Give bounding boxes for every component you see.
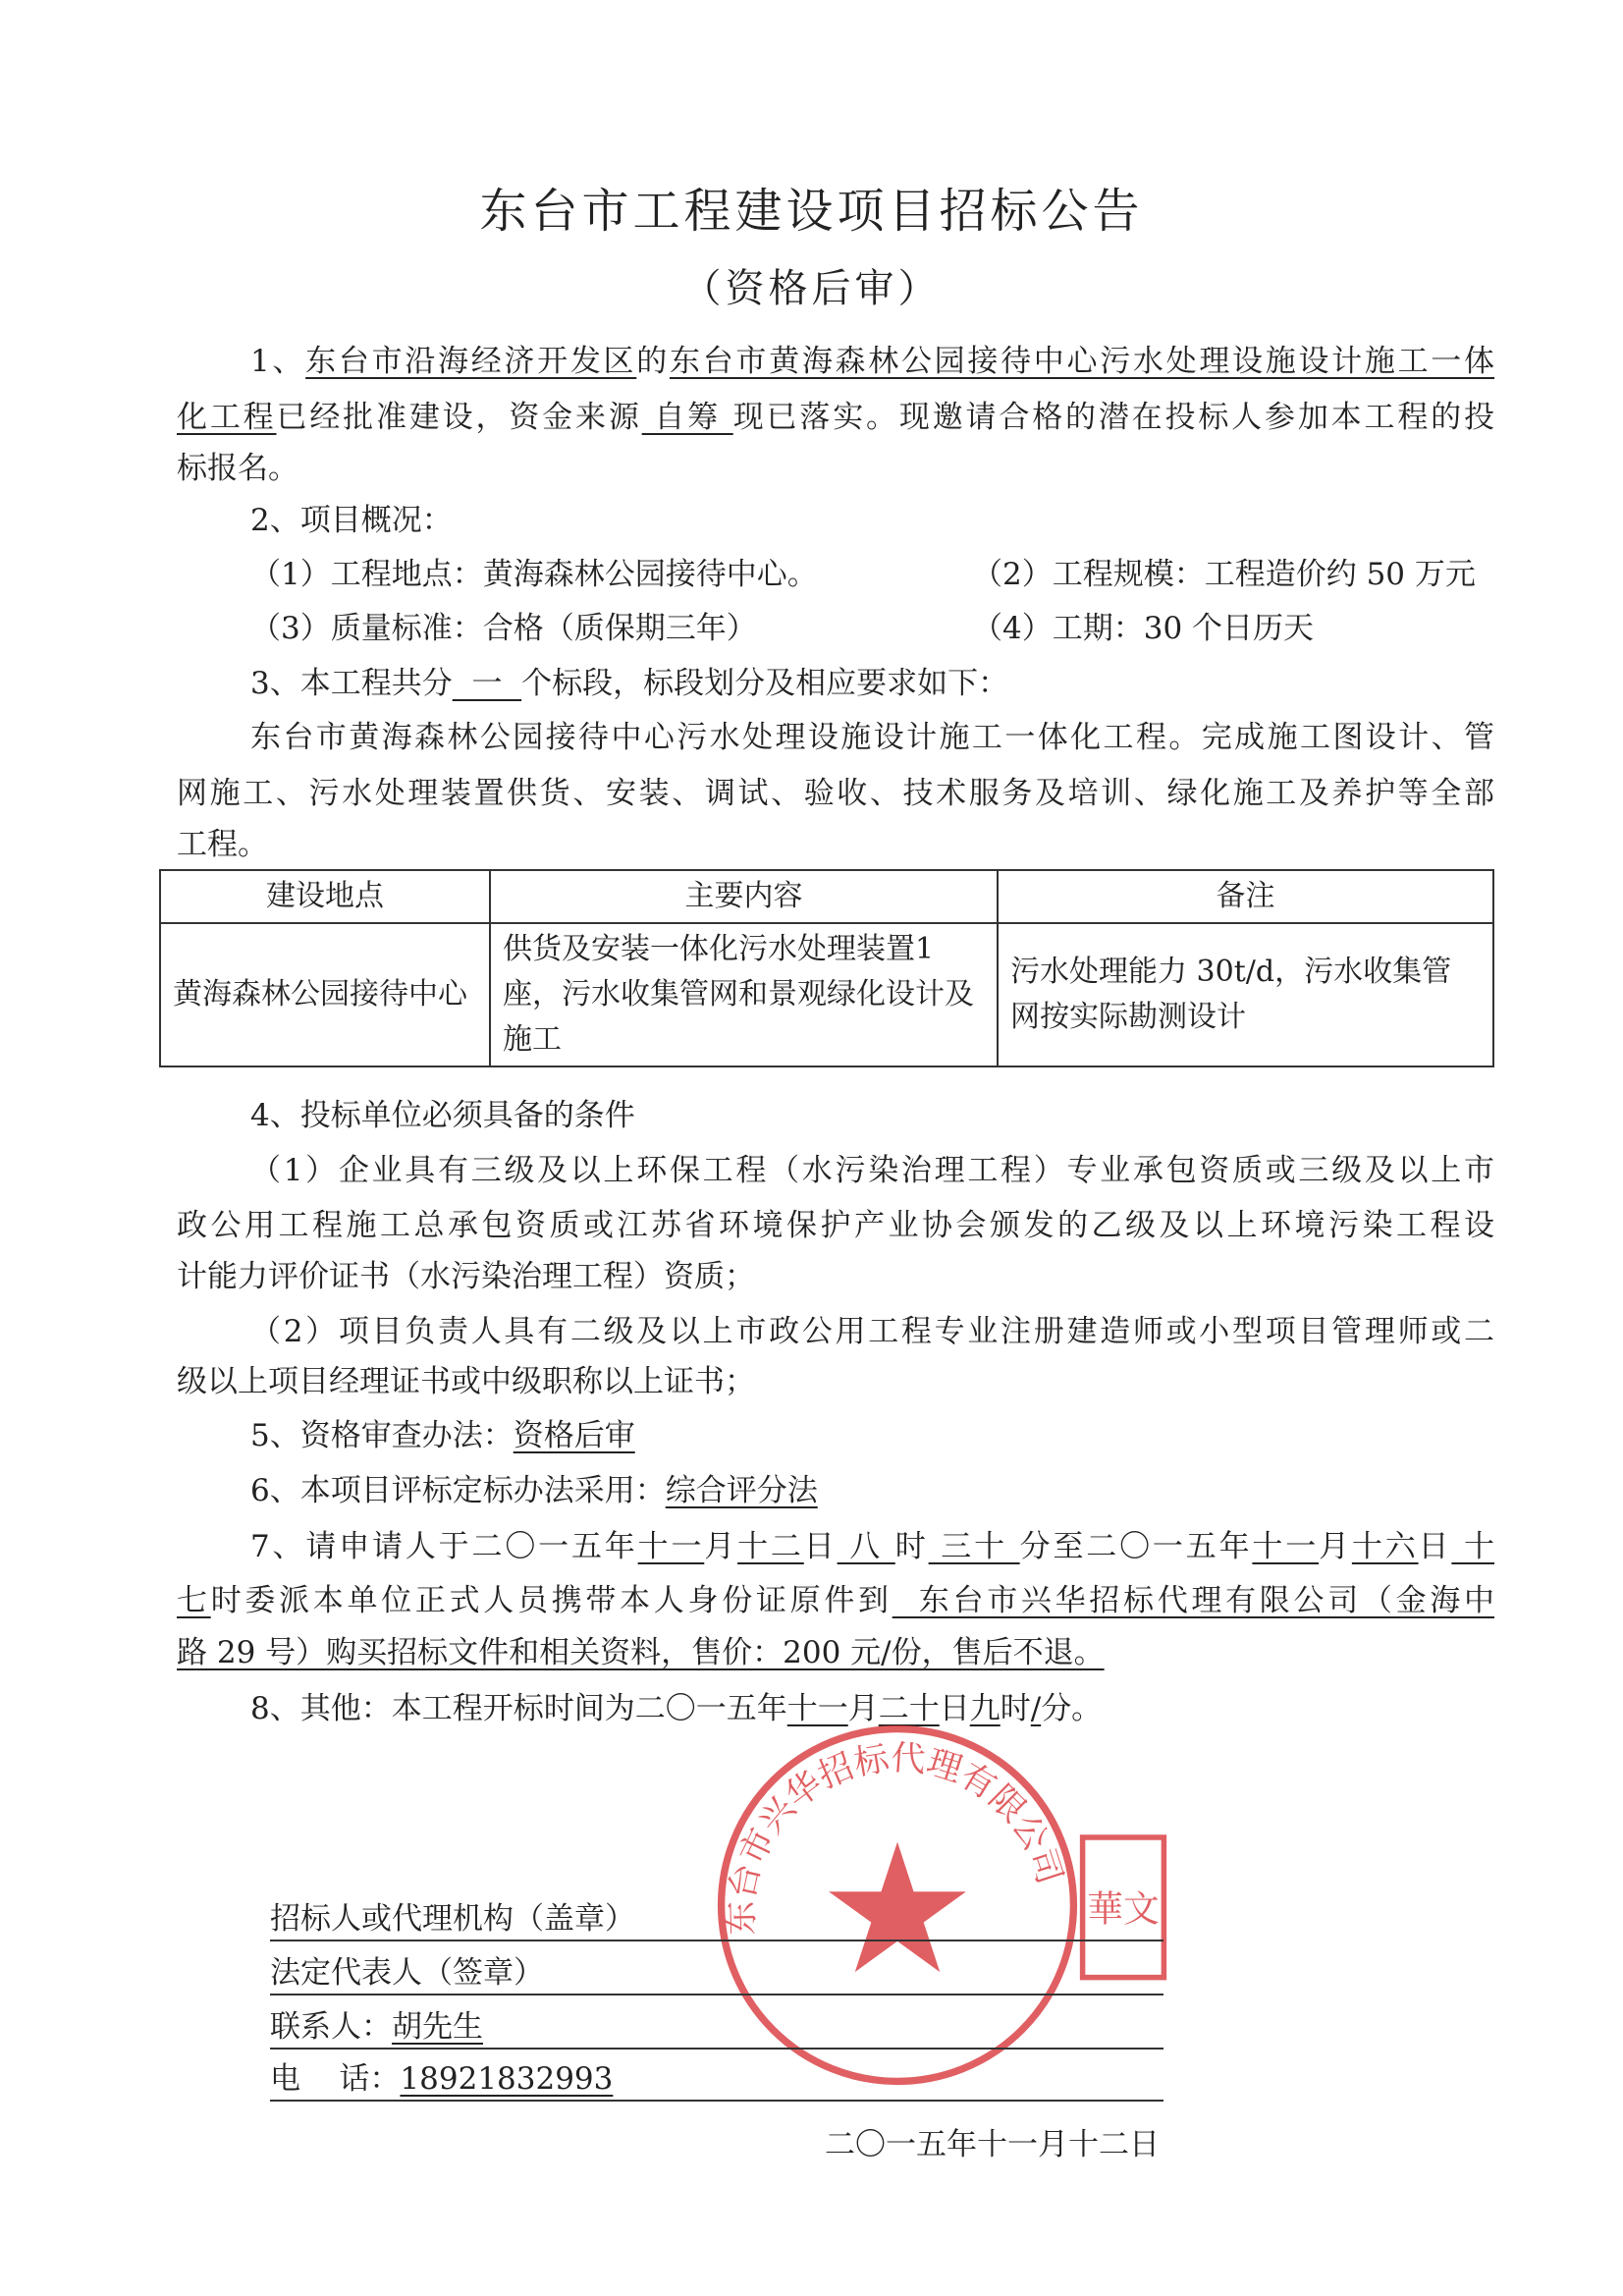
filled-blank: 自筹 <box>641 400 733 435</box>
condition2-line2: 级以上项目经理证书或中级职称以上证书； <box>177 1364 755 1399</box>
section3-desc-line2: 网施工、污水处理装置供货、安装、调试、验收、技术服务及培训、绿化施工及养护等全部 <box>177 776 1494 811</box>
text-segment: 的 <box>636 344 670 379</box>
section7-line2 <box>177 1577 1494 1624</box>
condition1-line3: 计能力评价证书（水污染治理工程）资质； <box>177 1259 755 1294</box>
project-duration: （4）工期：30 个日历天 <box>972 611 1315 646</box>
table-header: 主要内容 <box>490 870 998 923</box>
text-segment: 已经批准建设，资金来源 <box>276 400 642 435</box>
filled-blank: 综合评分法 <box>665 1473 818 1508</box>
filled-blank: 三十 <box>928 1529 1020 1564</box>
agency-label: 招标人或代理机构（盖章） <box>270 1901 635 1937</box>
filled-blank: 二十 <box>878 1691 940 1726</box>
section6 <box>250 1467 818 1514</box>
section3-desc-line1: 东台市黄海森林公园接待中心污水处理设施设计施工一体化工程。完成施工图设计、管 <box>250 720 1494 755</box>
filled-blank: 十六 <box>1351 1529 1419 1564</box>
contact-line <box>270 2048 1163 2050</box>
stamp-text: 东台市兴华招标代理有限公司 <box>722 1738 1069 1937</box>
section7-line1 <box>250 1523 1494 1570</box>
table-header-row <box>160 870 1493 923</box>
text-segment: 分至二〇一五年 <box>1019 1529 1253 1564</box>
text-segment: 5、资格审查办法： <box>250 1418 514 1453</box>
contact-name: 胡先生 <box>392 2009 483 2045</box>
text-segment: 时 <box>1000 1691 1031 1726</box>
section3-heading <box>250 660 1008 707</box>
text-segment: 6、本项目评标定标办法采用： <box>250 1473 666 1508</box>
filled-blank: 化工程 <box>177 400 277 435</box>
filled-blank: 一 <box>452 666 522 701</box>
table-cell-content: 供货及安装一体化污水处理装置1座，污水收集管网和景观绿化设计及施工 <box>490 923 998 1066</box>
table-row <box>160 923 1493 1066</box>
filled-blank: 十一 <box>786 1691 848 1726</box>
condition1-line1: （1）企业具有三级及以上环保工程（水污染治理工程）专业承包资质或三级及以上市 <box>250 1153 1494 1188</box>
text-segment: 3、本工程共分 <box>250 666 453 701</box>
contact-row <box>270 2003 483 2050</box>
text-segment: 时 <box>894 1529 929 1564</box>
text-segment: 日 <box>939 1691 970 1726</box>
filled-blank: 十 <box>1451 1529 1495 1564</box>
condition2-line1: （2）项目负责人具有二级及以上市政公用工程专业注册建造师或小型项目管理师或二 <box>250 1314 1494 1349</box>
text-segment: 日 <box>803 1529 838 1564</box>
section5 <box>250 1412 635 1459</box>
text-segment: 8、其他：本工程开标时间为二〇一五年 <box>250 1691 787 1726</box>
filled-blank: 七 <box>177 1583 211 1618</box>
text-segment: 月 <box>704 1529 738 1564</box>
table-cell-remarks: 污水处理能力 30t/d，污水收集管网按实际勘测设计 <box>998 923 1493 1066</box>
text-segment: 月 <box>847 1691 879 1726</box>
phone-number: 18921832993 <box>400 2061 614 2097</box>
table-header: 备注 <box>998 870 1493 923</box>
seal-text: 華文 <box>1087 1887 1160 1931</box>
project-location: （1）工程地点：黄海森林公园接待中心。 <box>250 557 818 592</box>
section1-line3 <box>177 445 298 492</box>
company-stamp <box>717 1714 1168 2097</box>
phone-row <box>270 2055 613 2103</box>
table-header: 建设地点 <box>160 870 490 923</box>
condition1-line2: 政公用工程施工总承包资质或江苏省环境保护产业协会颁发的乙级及以上环境污染工程设 <box>177 1208 1494 1243</box>
text-segment: 月 <box>1319 1529 1352 1564</box>
section7-line3 <box>177 1629 1105 1676</box>
filled-blank: / <box>1030 1691 1042 1726</box>
text-segment: 日 <box>1418 1529 1452 1564</box>
page-title: 东台市工程建设项目招标公告 <box>479 184 1144 239</box>
section2-heading: 2、项目概况： <box>250 503 453 538</box>
filled-blank: 十一 <box>1252 1529 1320 1564</box>
issue-date: 二〇一五年十一月十二日 <box>825 2127 1160 2162</box>
section1-line2 <box>177 394 1494 441</box>
representative-label: 法定代表人（签章） <box>270 1955 544 1991</box>
text-segment: 时委派本单位正式人员携带本人身份证原件到 <box>210 1583 893 1618</box>
project-scale: （2）工程规模：工程造价约 50 万元 <box>972 557 1476 592</box>
filled-blank: 十一 <box>637 1529 705 1564</box>
filled-blank: 资格后审 <box>513 1418 635 1453</box>
agency-signature-line <box>270 1940 1163 1941</box>
representative-signature-line <box>270 1994 1163 1995</box>
section4-heading: 4、投标单位必须具备的条件 <box>250 1098 635 1133</box>
text-segment: 个标段，标段划分及相应要求如下： <box>521 666 1009 701</box>
star-icon <box>829 1842 966 1972</box>
filled-blank: 十二 <box>737 1529 804 1564</box>
filled-blank: 八 <box>837 1529 895 1564</box>
filled-blank: 东台市沿海经济开发区 <box>305 344 637 379</box>
filled-blank: 东台市兴华招标代理有限公司（金海中 <box>892 1583 1495 1618</box>
contact-label: 联系人： <box>270 2009 392 2045</box>
section3-desc-line3: 工程。 <box>177 827 268 862</box>
phone-label: 电 话： <box>270 2061 401 2097</box>
filled-blank: 九 <box>969 1691 1001 1726</box>
section1-line1 <box>250 338 1494 385</box>
page-subtitle: （资格后审） <box>681 266 942 311</box>
quality-standard: （3）质量标准：合格（质保期三年） <box>250 611 757 646</box>
text-segment: 1、 <box>250 344 306 379</box>
table-cell-location: 黄海森林公园接待中心 <box>160 923 490 1066</box>
phone-line <box>270 2100 1163 2102</box>
bid-section-table <box>159 869 1494 1067</box>
text-segment: 分。 <box>1041 1691 1103 1726</box>
filled-blank: 东台市黄海森林公园接待中心污水处理设施设计施工一体 <box>669 344 1495 379</box>
filled-blank: 路 29 号）购买招标文件和相关资料，售价：200 元/份，售后不退。 <box>177 1635 1105 1670</box>
text-segment: 7、请申请人于二〇一五年 <box>250 1529 638 1564</box>
text-segment: 标报名。 <box>177 451 298 486</box>
text-segment: 现已落实。现邀请合格的潜在投标人参加本工程的投 <box>732 400 1495 435</box>
